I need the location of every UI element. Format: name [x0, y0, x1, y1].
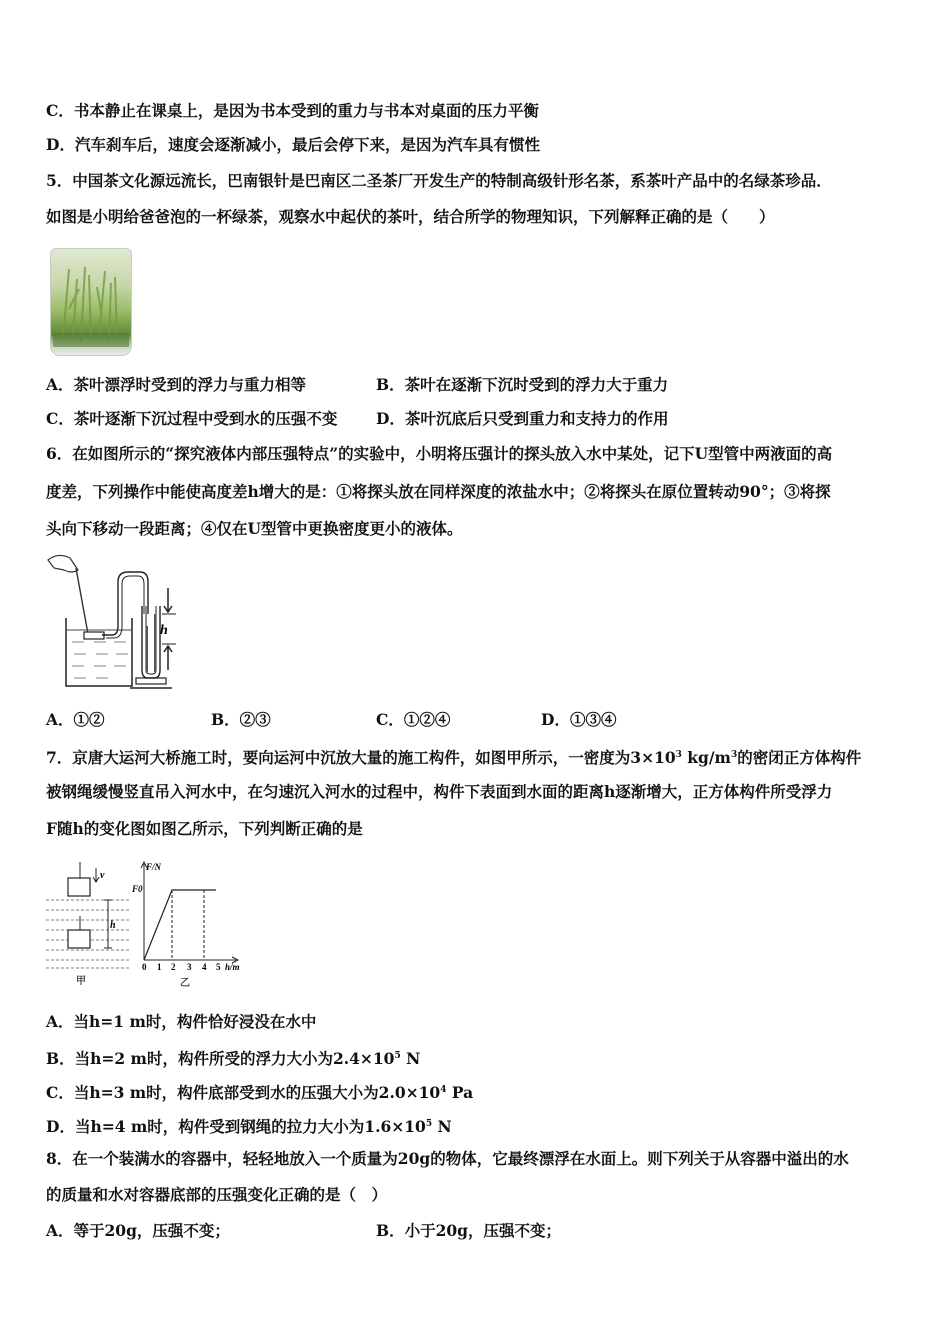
q6-option-d: D．①③④: [541, 710, 617, 729]
q7-figure: [44, 858, 244, 990]
q5-option-d: D．茶叶沉底后只受到重力和支持力的作用: [376, 409, 669, 428]
q8-option-b: B．小于20g，压强不变；: [376, 1221, 562, 1240]
q4-option-d: D．汽车刹车后，速度会逐渐减小，最后会停下来，是因为汽车具有惯性: [46, 135, 540, 154]
q7-option-b: B．当h=2 m时，构件所受的浮力大小为$2.4\times 10^5$ N: [46, 1049, 421, 1068]
q7-option-a: A．当h=1 m时，构件恰好浸没在水中: [46, 1012, 317, 1031]
fig-h-label: h: [160, 623, 168, 638]
pressure-gauge-diagram: [44, 552, 184, 692]
fig-yi-label: 乙: [180, 978, 190, 989]
fig-tick-2: 2: [171, 962, 176, 972]
q6-stem-line1: 6．在如图所示的“探究液体内部压强特点”的实验中，小明将压强计的探头放入水中某处，记下U型管中两液面的高: [46, 444, 833, 463]
q8-stem-line1: 8．在一个装满水的容器中，轻轻地放入一个质量为20g的物体，它最终漂浮在水面上。则下列关于从容器中溢出的水: [46, 1149, 849, 1168]
q7-stem-line1: 7．京唐大运河大桥施工时，要向运河中沉放大量的施工构件，如图甲所示，一密度为$3\times 10^3$ $kg/m^3$的密闭正方体构件: [46, 748, 862, 767]
fig-tick-5: 5: [216, 962, 221, 972]
q5-stem-line2: 如图是小明给爸爸泡的一杯绿茶，观察水中起伏的茶叶，结合所学的物理知识，下列解释正确的是（ ）: [46, 207, 775, 226]
fig-y-axis-label: F/N: [146, 862, 162, 872]
q5-stem-line1: 5．中国茶文化源远流长，巴南银针是巴南区二圣茶厂开发生产的特制高级针形名茶，系茶叶产品中的名绿茶珍品．: [46, 171, 832, 190]
q6-stem-line2: 度差，下列操作中能使高度差h增大的是：①将探头放在同样深度的浓盐水中；②将探头在原位置转动90°；③将探: [46, 482, 831, 501]
fig-tick-3: 3: [187, 962, 192, 972]
fig-f0-label: F0: [132, 884, 143, 894]
q7-stem-line2: 被钢绳缓慢竖直吊入河水中，在匀速沉入河水的过程中，构件下表面到水面的距离h逐渐增大，正方体构件所受浮力: [46, 782, 833, 801]
fig-jia-label: 甲: [76, 976, 86, 987]
fig-tick-0: 0: [142, 962, 147, 972]
fig-tick-4: 4: [202, 962, 207, 972]
fig-v-label: v: [100, 870, 105, 881]
q7-option-d: D．当h=4 m时，构件受到钢绳的拉力大小为$1.6\times 10^5$ N: [46, 1117, 452, 1136]
fig-h-label-jia: h: [110, 920, 116, 931]
q5-option-a: A．茶叶漂浮时受到的浮力与重力相等: [46, 375, 307, 394]
q6-stem-line3: 头向下移动一段距离；④仅在U型管中更换密度更小的液体。: [46, 519, 463, 538]
q7-option-c: C．当h=3 m时，构件底部受到水的压强大小为$2.0\times 10^4$ Pa: [46, 1083, 474, 1102]
q8-stem-line2: 的质量和水对容器底部的压强变化正确的是（ ）: [46, 1185, 388, 1204]
fig-tick-1: 1: [157, 962, 162, 972]
q6-option-a: A．①②: [46, 710, 105, 729]
q6-option-b: B．②③: [211, 710, 271, 729]
q5-option-b: B．茶叶在逐渐下沉时受到的浮力大于重力: [376, 375, 669, 394]
q4-option-c: C．书本静止在课桌上，是因为书本受到的重力与书本对桌面的压力平衡: [46, 101, 539, 120]
q8-option-a: A．等于20g，压强不变；: [46, 1221, 230, 1240]
q7-stem-line3: F随h的变化图如图乙所示，下列判断正确的是: [46, 819, 363, 838]
tea-cup-photo: [50, 248, 132, 356]
q6-option-c: C．①②④: [376, 710, 451, 729]
fig-x-axis-label: h/m: [225, 962, 240, 972]
q5-option-c: C．茶叶逐渐下沉过程中受到水的压强不变: [46, 409, 338, 428]
